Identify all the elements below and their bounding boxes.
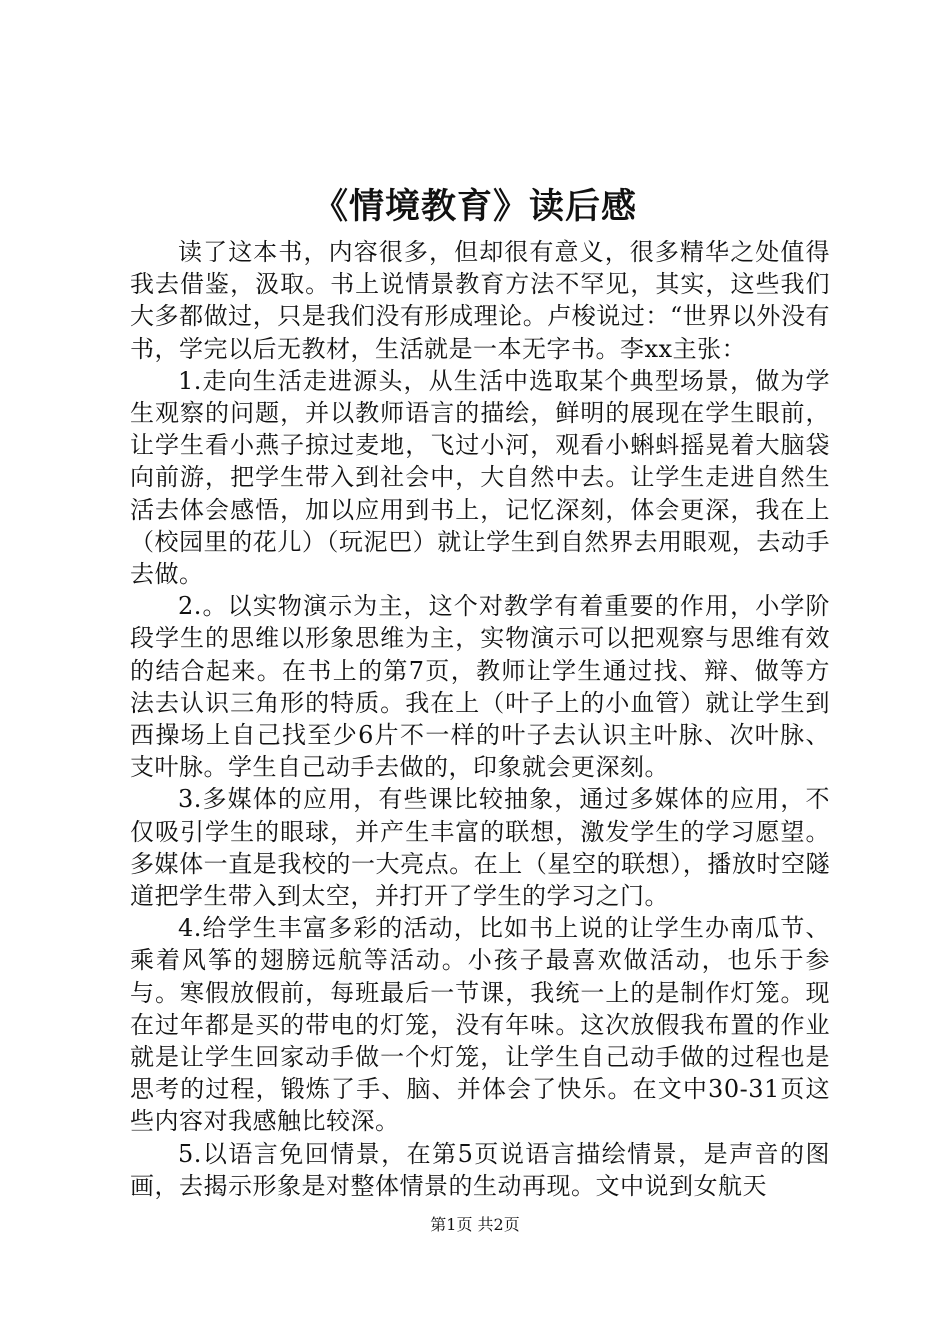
document-body [130,236,830,1202]
paragraph-intro: 读了这本书，内容很多，但却很有意义，很多精华之处值得我去借鉴，汲取。书上说情景教育方法不罕见，其实，这些我们大多都做过，只是我们没有形成理论。卢梭说过：“世界以外没有书，学完以后无教材，生活就是一本无字书。李xx主张： [130,238,830,363]
page-footer: 第1页 共2页 [430,1215,520,1234]
document-title: 《情境教育》读后感 [312,187,637,227]
paragraph-point-3: 3.多媒体的应用，有些课比较抽象，通过多媒体的应用，不仅吸引学生的眼球，并产生丰富的联想，激发学生的学习愿望。多媒体一直是我校的一大亮点。在上（星空的联想），播放时空隧道把学生带入到太空，并打开了学生的学习之门。 [130,785,830,911]
paragraph-point-2: 2.。以实物演示为主，这个对教学有着重要的作用，小学阶段学生的思维以形象思维为主，实物演示可以把观察与思维有效的结合起来。在书上的第7页，教师让学生通过找、辩、做等方法去认识三角形的特质。我在上（叶子上的小血管）就让学生到西操场上自己找至少6片不一样的叶子去认识主叶脉、次叶脉、支叶脉。学生自己动手去做的，印象就会更深刻。 [130,592,830,782]
paragraph-point-5: 5.以语言免回情景，在第5页说语言描绘情景，是声音的图画，去揭示形象是对整体情景的生动再现。文中说到女航天 [130,1139,830,1200]
paragraph-point-4: 4.给学生丰富多彩的活动，比如书上说的让学生办南瓜节、乘着风筝的翅膀远航等活动。小孩子最喜欢做活动，也乐于参与。寒假放假前，每班最后一节课，我统一上的是制作灯笼。现在过年都是买的带电的灯笼，没有年味。这次放假我布置的作业就是让学生回家动手做一个灯笼，让学生自己动手做的过程也是思考的过程，锻炼了手、脑、并体会了快乐。在文中30-31页这些内容对我感触比较深。 [130,914,830,1136]
paragraph-point-1: 1.走向生活走进源头，从生活中选取某个典型场景，做为学生观察的问题，并以教师语言的描绘，鲜明的展现在学生眼前，让学生看小燕子掠过麦地，飞过小河，观看小蝌蚪摇晃着大脑袋向前游，把学生带入到社会中，大自然中去。让学生走进自然生活去体会感悟，加以应用到书上，记忆深刻，体会更深，我在上（校园里的花儿）（玩泥巴）就让学生到自然界去用眼观，去动手去做。 [130,366,830,589]
